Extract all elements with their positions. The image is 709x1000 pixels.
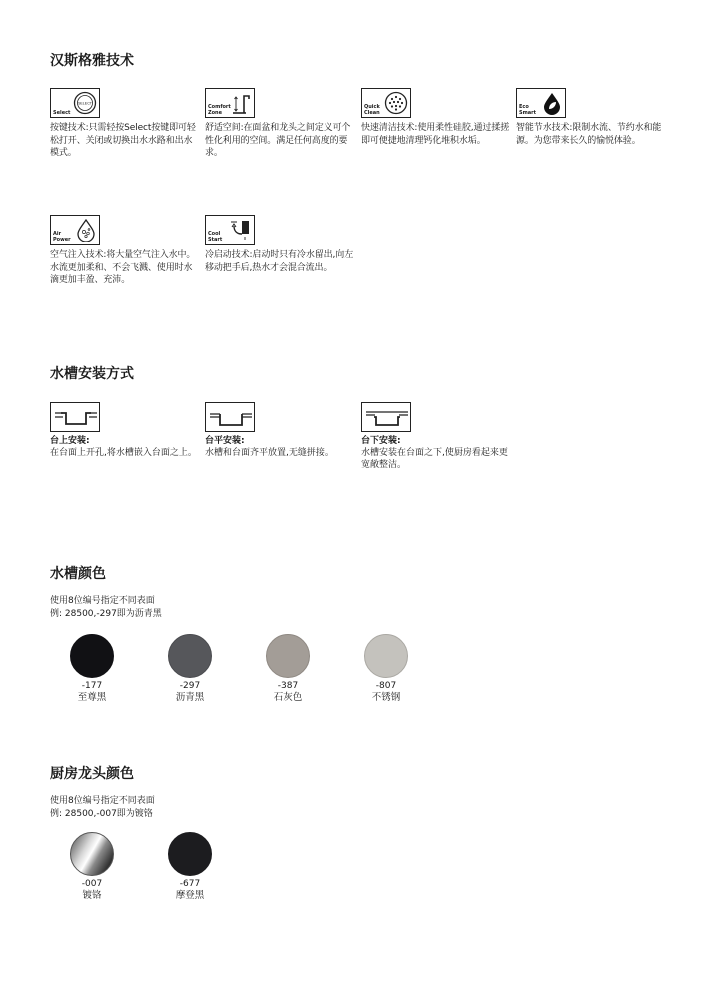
feature-text: 冷启动技术:启动时只有冷水留出,向左移动把手后,热水才会混合流出。 [205,250,354,273]
faucet-colors-desc-line2: 例: 28500,-007即为镀铬 [50,809,153,819]
swatch-code: -677 [179,879,201,889]
feature-badge [205,215,255,245]
faucet-swatch-677 [160,832,220,902]
faucet-swatch-007 [62,832,122,902]
color-swatch [70,634,114,678]
faucet-height-icon [230,91,252,115]
sink-colors-desc-line1: 使用8位编号指定不同表面 [50,596,155,606]
section-title-mounting: 水槽安装方式 [50,366,134,382]
feature-text: 舒适空间:在面盆和龙头之间定义可个性化利用的空间。满足任何高度的要求。 [205,123,351,158]
sink-swatch-807 [356,634,416,704]
mounting-title: 台下安装: [361,436,401,446]
feature-badge [50,215,100,245]
undermount-icon [361,402,411,432]
badge-label: Quick Clean [364,104,380,116]
shower-head-icon [384,91,408,115]
feature-text: 按键技术:只需轻按Select按键即可轻松打开、关闭或切换出水水路和出水模式。 [50,123,196,158]
svg-text:SELECT: SELECT [78,101,92,106]
mounting-text: 水槽安装在台面之下,使厨房看起来更宽敞整洁。 [361,448,508,470]
feature-text: 快速清洁技术:使用柔性硅胶,通过揉搓即可便捷地清理钙化堆积水垢。 [361,123,510,146]
feature-badge [516,88,566,118]
air-drop-icon [75,218,97,242]
mounting-title: 台上安装: [50,436,90,446]
section-title-faucet-colors: 厨房龙头颜色 [50,766,134,782]
water-drop-leaf-icon [541,91,563,115]
swatch-name: 石灰色 [273,692,303,703]
swatch-name: 不锈钢 [371,692,401,703]
sink-colors-desc-line2: 例: 28500,-297即为沥青黑 [50,609,162,619]
cool-start-icon [228,218,252,242]
feature-air-power [50,215,200,287]
swatch-code: -177 [81,681,103,691]
faucet-colors-desc-line1: 使用8位编号指定不同表面 [50,796,155,806]
feature-badge [361,88,411,118]
sink-swatch-297 [160,634,220,704]
swatch-code: -007 [81,879,103,889]
section-title-sink-colors: 水槽颜色 [50,566,106,582]
feature-cool-start [205,215,355,274]
badge-label: Eco Smart [519,104,537,116]
swatch-name: 镀铬 [82,890,102,901]
swatch-name: 摩登黑 [175,890,205,901]
feature-badge [205,88,255,118]
badge-label: Comfort Zone [208,104,231,116]
mounting-top-mount [50,402,200,459]
sink-swatch-177 [62,634,122,704]
swatch-name: 沥青黑 [175,692,205,703]
swatch-code: -807 [375,681,397,691]
feature-text: 空气注入技术:将大量空气注入水中。水流更加柔和、不会飞溅、使用时水滴更加丰盈、充沛。 [50,250,196,285]
flush-mount-icon [205,402,255,432]
feature-text: 智能节水技术:限制水流、节约水和能源。为您带来长久的愉悦体验。 [516,123,662,146]
color-swatch [168,634,212,678]
feature-comfort-zone [205,88,355,160]
select-button-icon [73,91,97,115]
badge-label: Select [53,109,71,116]
mounting-text: 水槽和台面齐平放置,无缝拼接。 [205,448,334,458]
badge-label: Cool Start [208,231,223,243]
feature-quick-clean [361,88,511,147]
color-swatch [70,832,114,876]
mounting-flush-mount [205,402,355,459]
color-swatch [168,832,212,876]
color-swatch [266,634,310,678]
swatch-code: -387 [277,681,299,691]
mounting-title: 台平安装: [205,436,245,446]
swatch-code: -297 [179,681,201,691]
color-swatch [364,634,408,678]
badge-label: Air Power [53,231,71,243]
top-mount-icon [50,402,100,432]
mounting-undermount [361,402,511,471]
swatch-name: 至尊黑 [77,692,107,703]
mounting-text: 在台面上开孔,将水槽嵌入台面之上。 [50,448,197,458]
sink-swatch-387 [258,634,318,704]
feature-eco-smart [516,88,666,147]
feature-select [50,88,200,160]
feature-badge [50,88,100,118]
section-title-technologies: 汉斯格雅技术 [50,53,134,69]
